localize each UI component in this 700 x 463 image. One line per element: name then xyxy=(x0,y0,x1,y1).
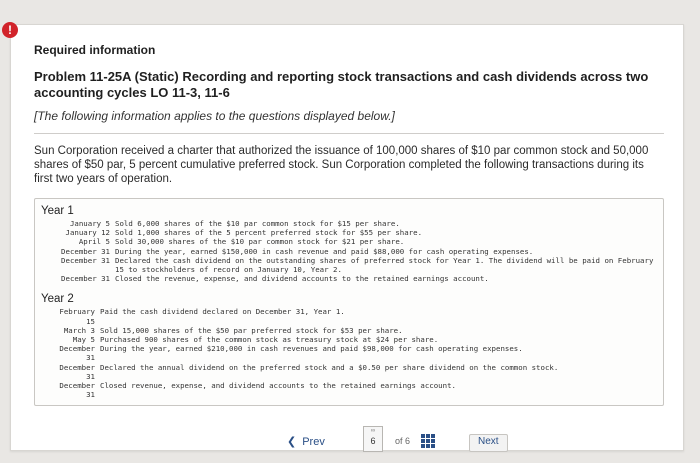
transaction-date: December 31 xyxy=(59,362,95,381)
transaction-date: January 12 xyxy=(65,228,110,238)
transaction-row xyxy=(41,274,657,283)
transaction-date: March 3 xyxy=(63,325,95,335)
transaction-row xyxy=(41,256,657,274)
transaction-row xyxy=(41,326,657,335)
question-panel xyxy=(10,24,684,451)
transaction-date: April 5 xyxy=(78,237,110,247)
instructions-note: [The following information applies to the questions displayed below.] xyxy=(34,109,395,123)
transaction-text: Paid the cash dividend declared on December 31, Year 1. xyxy=(100,307,345,317)
transaction-text: Sold 1,000 shares of the 5 percent preferred stock for $55 per share. xyxy=(115,228,423,238)
page-total: of 6 xyxy=(395,436,411,446)
required-information-heading: Required information xyxy=(34,43,156,57)
transaction-text: Closed the revenue, expense, and dividend accounts to the retained earnings account. xyxy=(115,274,489,284)
prev-button[interactable] xyxy=(287,435,325,448)
chevron-left-icon: ❮ xyxy=(287,436,297,448)
problem-title: Problem 11-25A (Static) Recording and reporting stock transactions and cash dividends across two accounting cycles LO 11-3, 11-6 xyxy=(34,69,649,100)
transaction-date: December 31 xyxy=(61,255,110,265)
transaction-date: February 15 xyxy=(59,307,95,326)
transaction-text: Purchased 900 shares of the common stock as treasury stock at $24 per share. xyxy=(100,335,439,345)
transaction-row xyxy=(41,344,657,362)
grid-icon[interactable] xyxy=(421,434,435,448)
transaction-row xyxy=(41,237,657,246)
transaction-text: Declared the annual dividend on the preferred stock and a $0.50 per share dividend on the common stock. xyxy=(100,362,559,372)
current-page-number: 6 xyxy=(370,436,376,446)
transaction-row xyxy=(41,335,657,344)
year2-label: Year 2 xyxy=(41,293,74,306)
transaction-row xyxy=(41,228,657,237)
pagination-footer xyxy=(11,428,683,450)
year1-label: Year 1 xyxy=(41,205,74,217)
transaction-row xyxy=(41,219,657,228)
transaction-date: December 31 xyxy=(59,381,95,400)
transaction-date: January 5 xyxy=(69,219,110,228)
transaction-date: May 5 xyxy=(72,335,95,345)
divider xyxy=(34,133,664,134)
problem-description: Sun Corporation received a charter that authorized the issuance of 100,000 shares of $10 par common stock and 50,000 shares of $50 par, 5 percent cumulative preferred stock. Sun Corporation completed the following transactions during its first two years of operation. xyxy=(34,145,649,185)
transaction-date: December 31 xyxy=(59,344,95,363)
question-content xyxy=(34,43,664,406)
transaction-text: Sold 15,000 shares of the $50 par preferred stock for $53 per share. xyxy=(100,325,403,335)
transaction-text: Sold 6,000 shares of the $10 par common stock for $15 per share. xyxy=(115,219,400,228)
prev-label: Prev xyxy=(302,436,325,448)
transaction-text: During the year, earned $210,000 in cash revenues and paid $98,000 for cash operating expenses. xyxy=(100,344,523,354)
transaction-text: Sold 30,000 shares of the $10 par common stock for $21 per share. xyxy=(115,237,405,247)
transaction-row xyxy=(41,363,657,381)
transaction-text: During the year, earned $150,000 in cash revenue and paid $88,000 for cash operating expenses. xyxy=(115,246,534,256)
next-button[interactable]: Next xyxy=(469,434,508,452)
transactions-box xyxy=(34,198,664,406)
current-page-box[interactable] xyxy=(363,426,383,452)
transaction-text: Closed revenue, expense, and dividend accounts to the retained earnings account. xyxy=(100,381,456,391)
transaction-row xyxy=(41,307,657,325)
transaction-date: December 31 xyxy=(61,274,110,284)
transaction-row xyxy=(41,247,657,256)
year1-transactions xyxy=(41,219,657,283)
page-link-icon: ∞ xyxy=(370,428,376,434)
year2-transactions xyxy=(41,307,657,399)
transaction-row xyxy=(41,381,657,399)
transaction-text: Declared the cash dividend on the outstanding shares of preferred stock for Year 1. The dividend will be paid on February 15 to stockholders of record on January 10, Year 2. xyxy=(115,255,658,275)
alert-icon: ! xyxy=(2,22,18,38)
transaction-date: December 31 xyxy=(61,246,110,256)
